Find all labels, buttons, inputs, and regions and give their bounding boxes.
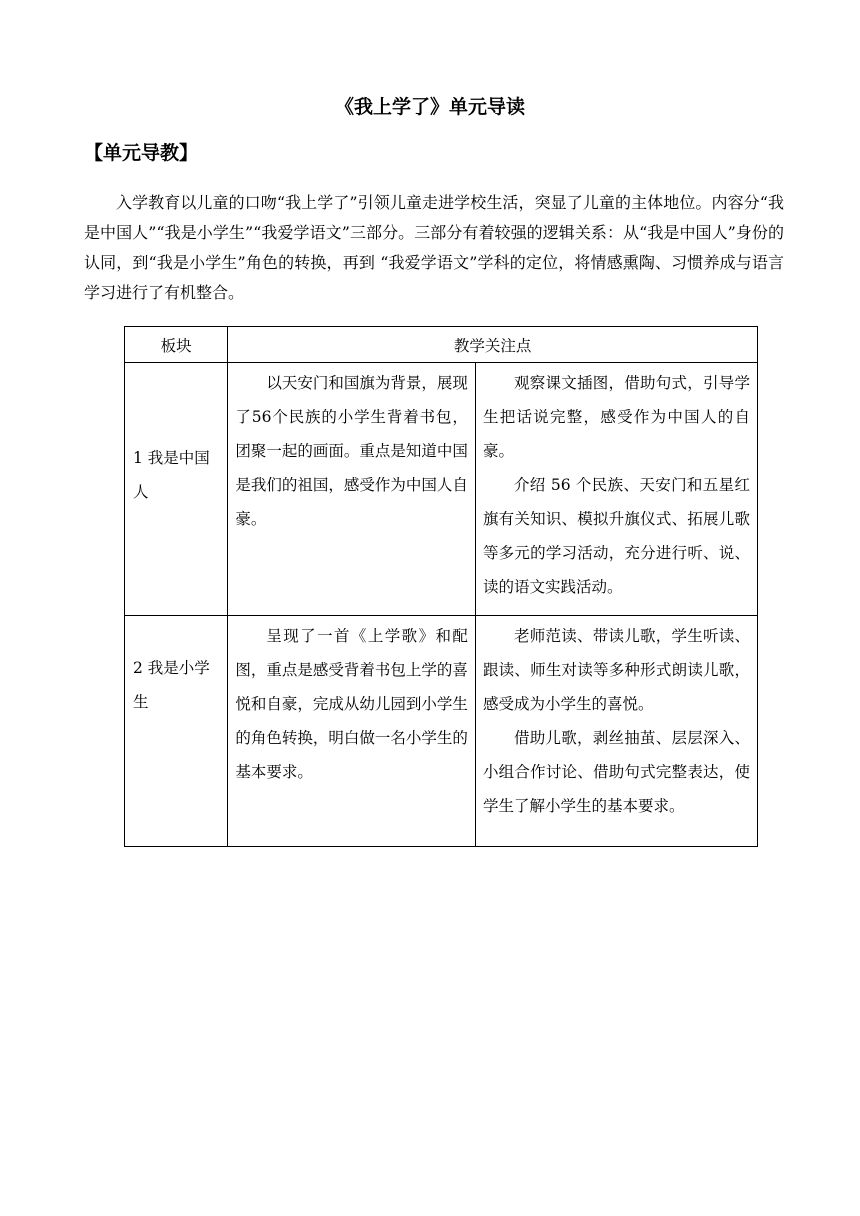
activity-paragraph: 观察课文插图，借助句式，引导学生把话说完整，感受作为中国人的自豪。 [482, 374, 750, 460]
block-label: 2 我是小学生 [133, 659, 210, 711]
block-label: 1 我是中国人 [133, 449, 210, 501]
block-cell [125, 363, 228, 616]
activities-cell [475, 616, 757, 847]
description-cell [228, 616, 476, 847]
header-block: 板块 [125, 327, 228, 363]
activity-paragraph: 介绍 56 个民族、天安门和五星红旗有关知识、模拟升旗仪式、拓展儿歌等多元的学习活动，充分进行听、说、读的语文实践活动。 [482, 476, 750, 596]
activity-paragraph: 借助儿歌，剥丝抽茧、层层深入、小组合作讨论、借助句式完整表达，使学生了解小学生的基本要求。 [482, 729, 750, 815]
header-focus: 教学关注点 [228, 327, 758, 363]
page-title: 《我上学了》单元导读 [334, 96, 525, 118]
section-heading: 【单元导教】 [84, 142, 199, 164]
description-cell [228, 363, 476, 616]
table-row [125, 616, 758, 847]
description-text: 以天安门和国旗为背景，展现了56个民族的小学生背着书包，团聚一起的画面。重点是知道中国是我们的祖国，感受作为中国人自豪。 [235, 374, 468, 528]
teaching-focus-table [124, 326, 758, 847]
block-cell [125, 616, 228, 847]
intro-paragraph: 入学教育以儿童的口吻“我上学了”引领儿童走进学校生活，突显了儿童的主体地位。内容分“我是中国人”“我是小学生”“我爱学语文”三部分。三部分有着较强的逻辑关系：从“我是中国人”身份的认同，到“我是小学生”角色的转换，再到 “我爱学语文”学科的定位，将情感熏陶、习惯养成与语言学习进行了有机整合。 [84, 193, 784, 302]
table-header-row [125, 327, 758, 363]
description-text: 呈现了一首《上学歌》和配图，重点是感受背着书包上学的喜悦和自豪，完成从幼儿园到小学生的角色转换，明白做一名小学生的基本要求。 [235, 627, 468, 781]
activities-cell [475, 363, 757, 616]
activity-paragraph: 老师范读、带读儿歌，学生听读、跟读、师生对读等多种形式朗读儿歌，感受成为小学生的喜悦。 [482, 627, 750, 713]
table-row [125, 363, 758, 616]
